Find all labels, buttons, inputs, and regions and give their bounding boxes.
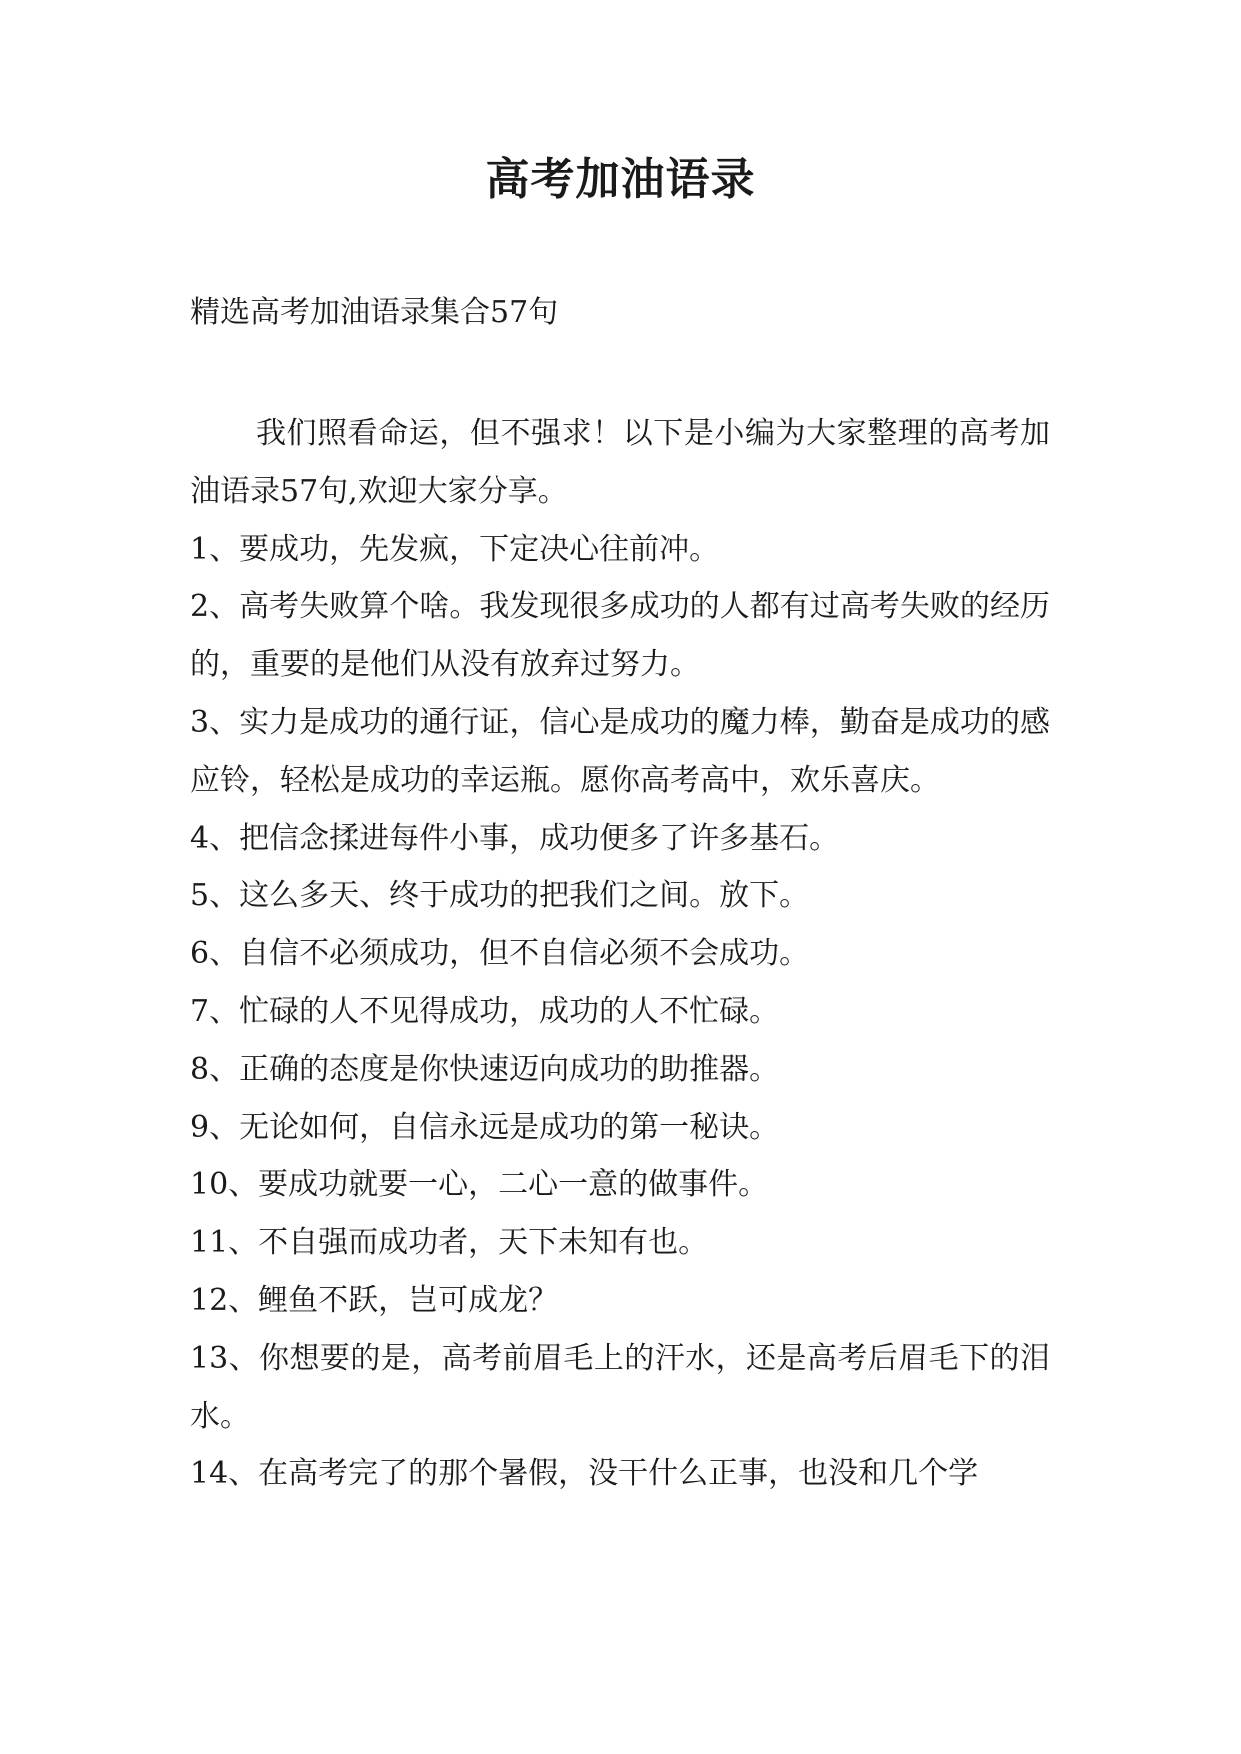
list-item: 2、高考失败算个啥。我发现很多成功的人都有过高考失败的经历的，重要的是他们从没有放弃过努力。 bbox=[190, 589, 1050, 683]
document-title: 高考加油语录 bbox=[485, 154, 756, 205]
list-item: 11、不自强而成功者，天下未知有也。 bbox=[190, 1225, 709, 1261]
list-item: 6、自信不必须成功，但不自信必须不会成功。 bbox=[190, 936, 810, 972]
intro-paragraph: 我们照看命运，但不强求！以下是小编为大家整理的高考加油语录57句,欢迎大家分享。 bbox=[190, 416, 1050, 509]
list-item: 7、忙碌的人不见得成功，成功的人不忙碌。 bbox=[190, 993, 780, 1029]
list-item: 13、你想要的是，高考前眉毛上的汗水，还是高考后眉毛下的泪水。 bbox=[190, 1340, 1050, 1434]
list-item: 5、这么多天、终于成功的把我们之间。放下。 bbox=[190, 878, 810, 914]
list-item: 1、要成功，先发疯，下定决心往前冲。 bbox=[190, 531, 720, 567]
list-item: 8、正确的态度是你快速迈向成功的助推器。 bbox=[190, 1051, 780, 1087]
list-item: 12、鲤鱼不跃，岂可成龙？ bbox=[190, 1282, 559, 1318]
list-item: 10、要成功就要一心，二心一意的做事件。 bbox=[190, 1167, 769, 1203]
document-body bbox=[190, 405, 1050, 1503]
list-item: 9、无论如何，自信永远是成功的第一秘诀。 bbox=[190, 1109, 780, 1145]
list-item: 3、实力是成功的通行证，信心是成功的魔力棒，勤奋是成功的感应铃，轻松是成功的幸运瓶。愿你高考高中，欢乐喜庆。 bbox=[190, 704, 1050, 798]
document-subtitle: 精选高考加油语录集合57句 bbox=[190, 295, 559, 330]
list-item: 14、在高考完了的那个暑假，没干什么正事，也没和几个学 bbox=[190, 1456, 979, 1492]
list-item: 4、把信念揉进每件小事，成功便多了许多基石。 bbox=[190, 820, 840, 856]
